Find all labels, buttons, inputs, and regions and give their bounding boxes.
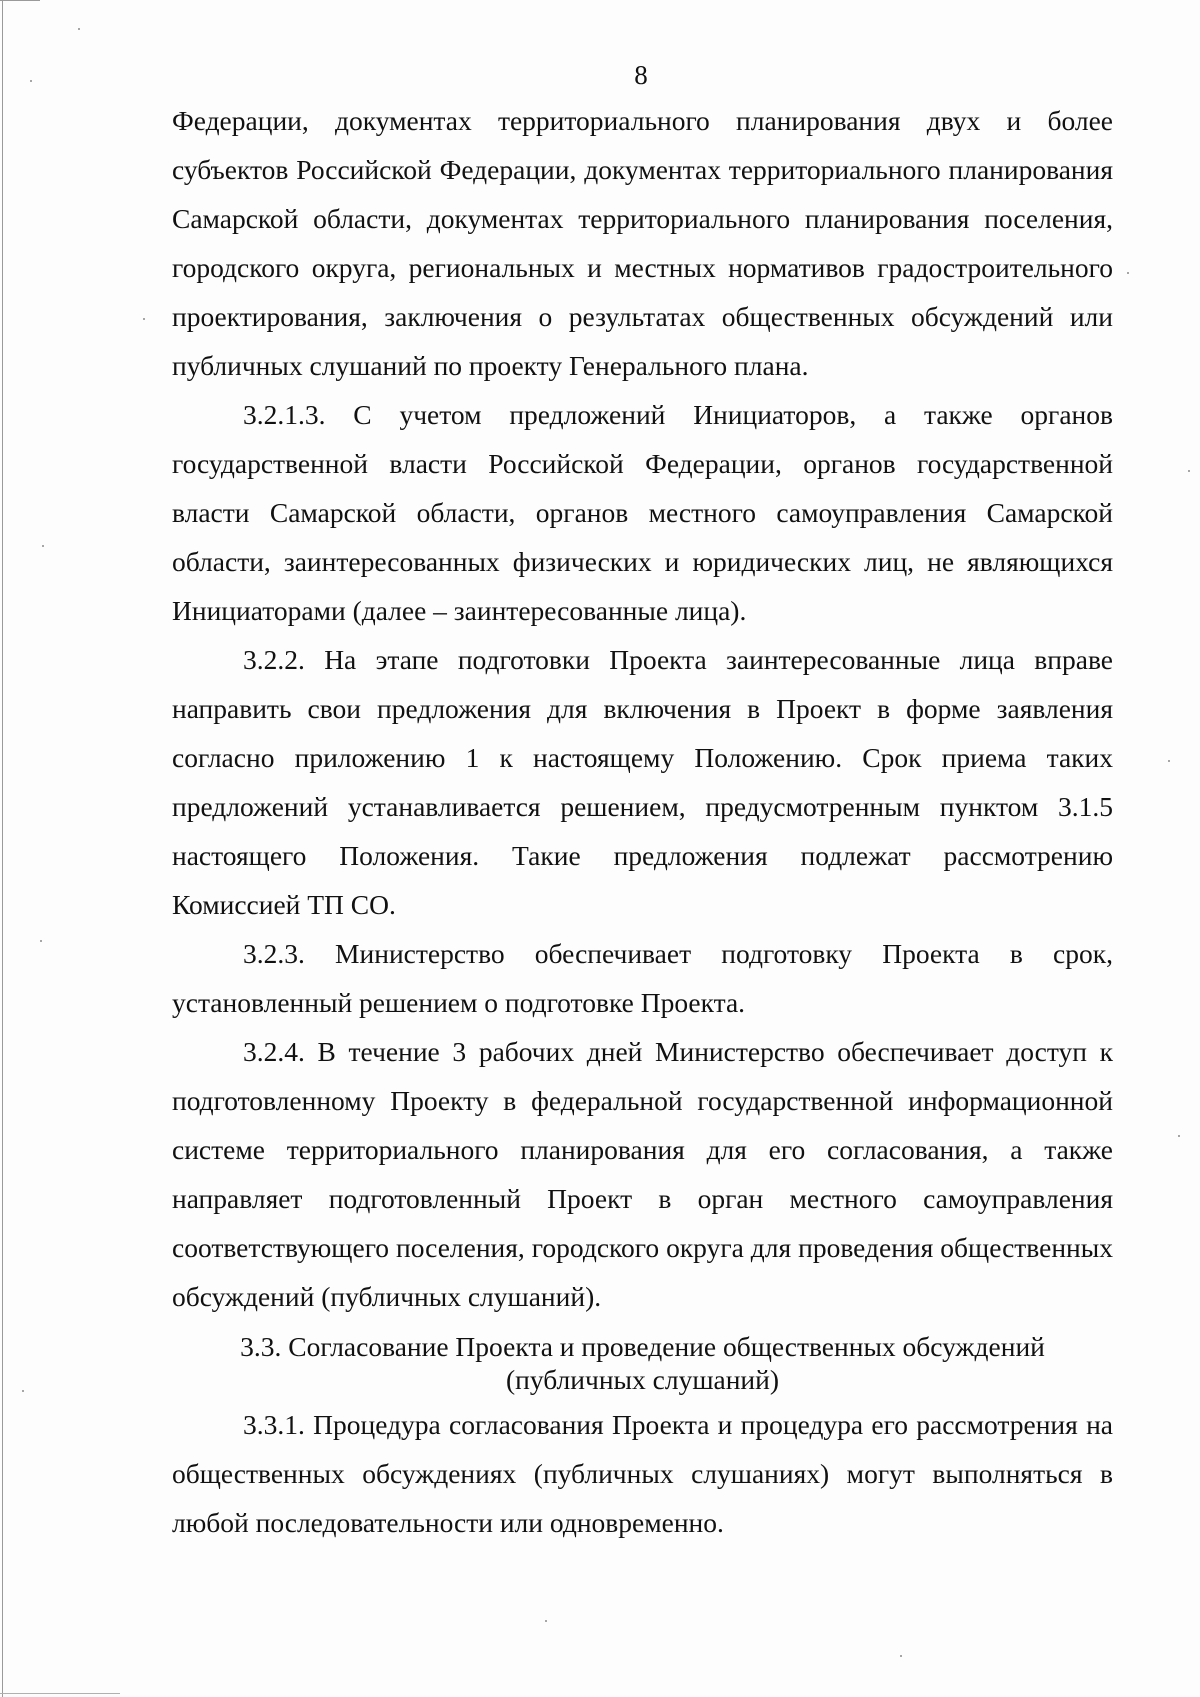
scan-speck <box>42 545 44 547</box>
scan-speck <box>40 940 42 942</box>
page-number: 8 <box>634 60 648 90</box>
paragraph-3-2-2: 3.2.2. На этапе подготовки Проекта заинтересованные лица вправе направить свои предложения для включения в Проект в форме заявления согласно приложению 1 к настоящему Положению. Срок приема таких предложений устанавливается решением, предусмотренным пунктом 3.1.5 настоящего Положения. Такие предложения подлежат рассмотрению Комиссией ТП СО. <box>172 644 1113 920</box>
paragraph-3-2-3: 3.2.3. Министерство обеспечивает подготовку Проекта в срок, установленный решением о подготовке Проекта. <box>172 938 1113 1018</box>
paragraph-continuation: Федерации, документах территориального планирования двух и более субъектов Российской Федерации, документах территориального планирования Самарской области, документах территориального планирования поселения, городского округа, региональных и местных нормативов градостроительного проектирования, заключения о результатах общественных обсуждений или публичных слушаний по проекту Генерального плана. <box>172 105 1113 381</box>
scan-speck <box>1127 272 1129 274</box>
document-body <box>172 96 1113 1547</box>
section-heading-3-3 <box>172 1330 1113 1396</box>
paragraph-3-3-1: 3.3.1. Процедура согласования Проекта и процедура его рассмотрения на общественных обсуждениях (публичных слушаниях) могут выполняться в любой последовательности или одновременно. <box>172 1409 1113 1538</box>
scan-speck <box>143 318 145 320</box>
scan-bottom-edge <box>0 1693 120 1694</box>
scan-speck <box>1168 760 1170 762</box>
scan-speck <box>22 1390 24 1392</box>
section-heading-line-1: 3.3. Согласование Проекта и проведение общественных обсуждений <box>240 1331 1045 1362</box>
scan-speck <box>78 28 80 30</box>
scan-left-edge <box>2 0 3 1697</box>
scan-top-edge <box>0 0 40 1</box>
paragraph-3-2-1-3: 3.2.1.3. С учетом предложений Инициаторов, а также органов государственной власти Российской Федерации, органов государственной власти Самарской области, органов местного самоуправления Самарской области, заинтересованных физических и юридических лиц, не являющихся Инициаторами (далее – заинтересованные лица). <box>172 399 1113 626</box>
section-heading-line-2: (публичных слушаний) <box>505 1364 780 1395</box>
paragraph-3-2-4: 3.2.4. В течение 3 рабочих дней Министерство обеспечивает доступ к подготовленному Проекту в федеральной государственной информационной системе территориального планирования для его согласования, а также направляет подготовленный Проект в орган местного самоуправления соответствующего поселения, городского округа для проведения общественных обсуждений (публичных слушаний). <box>172 1036 1113 1312</box>
scan-speck <box>545 1620 547 1622</box>
scan-speck <box>1188 470 1190 472</box>
scan-speck <box>900 1655 902 1657</box>
scan-speck <box>1178 1135 1180 1137</box>
